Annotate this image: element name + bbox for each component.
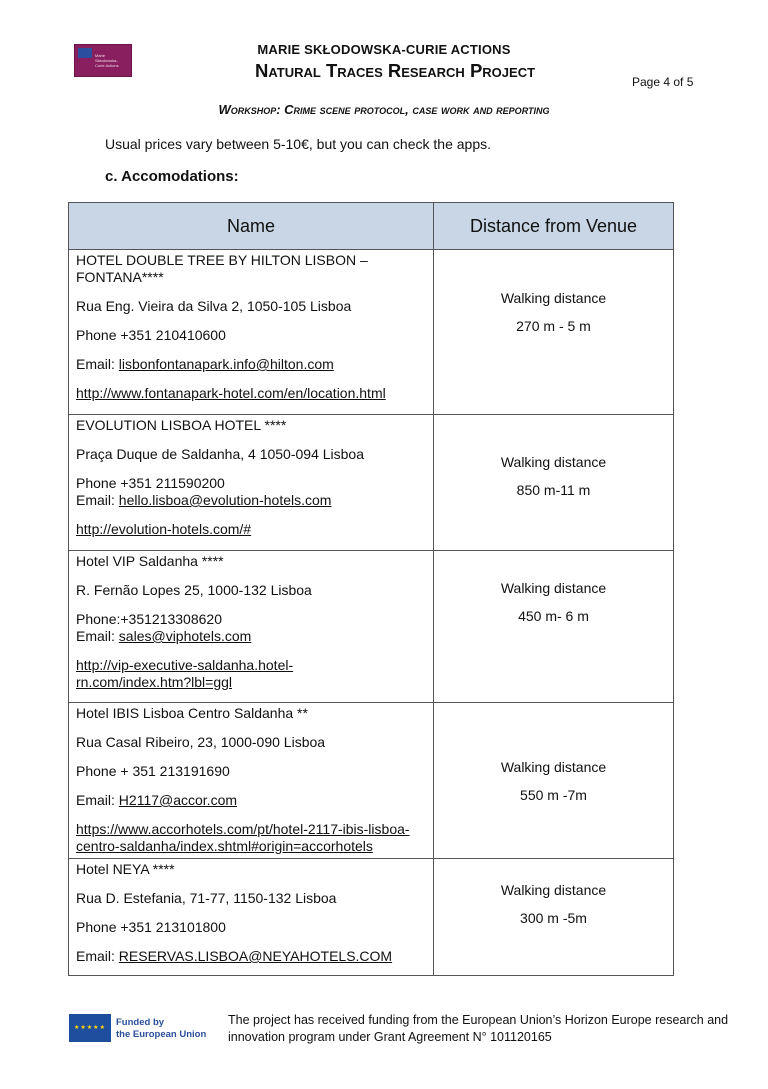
- distance-cell: [434, 415, 674, 551]
- hotel-website-link[interactable]: http://vip-executive-saldanha.hotel-: [76, 657, 294, 673]
- hotel-name: Hotel VIP Saldanha ****: [76, 553, 224, 569]
- hotel-website-link[interactable]: http://evolution-hotels.com/#: [76, 521, 252, 537]
- org-title: MARIE SKŁODOWSKA-CURIE ACTIONS: [257, 42, 511, 57]
- distance-time: 300 m -5m: [520, 910, 587, 926]
- header-distance: Distance from Venue: [434, 203, 674, 250]
- distance-cell: [434, 703, 674, 859]
- distance-time: 850 m-11 m: [516, 481, 591, 498]
- hotel-address: Rua D. Estefania, 71-77, 1150-132 Lisboa: [76, 890, 337, 906]
- hotel-name: HOTEL DOUBLE TREE BY HILTON LISBON –: [76, 252, 368, 268]
- hotel-email-link[interactable]: RESERVAS.LISBOA@NEYAHOTELS.COM: [118, 948, 393, 964]
- intro-text: Usual prices vary between 5-10€, but you can check the apps.: [105, 136, 491, 152]
- distance-label: Walking distance: [500, 453, 607, 470]
- distance-cell: [434, 250, 674, 415]
- table-row: [69, 703, 674, 859]
- distance-time: 550 m -7m: [520, 786, 587, 803]
- table-row: [69, 859, 674, 976]
- distance-label: Walking distance: [500, 290, 607, 306]
- hotel-website-link[interactable]: https://www.accorhotels.com/pt/hotel-2117-ibis-lisboa-: [76, 821, 410, 837]
- hotel-name-cont: FONTANA****: [76, 269, 164, 285]
- distance-time: 270 m - 5 m: [516, 318, 591, 334]
- hotel-cell: [69, 250, 434, 415]
- accommodation-table: [68, 202, 674, 976]
- hotel-phone: Phone:+351213308620: [76, 611, 222, 627]
- hotel-phone: Phone +351 211590200: [76, 475, 225, 491]
- hotel-phone: Phone +351 210410600: [76, 327, 226, 343]
- table-row: [69, 551, 674, 703]
- hotel-email-link[interactable]: hello.lisboa@evolution-hotels.com: [118, 492, 332, 508]
- table-header-row: [69, 203, 674, 250]
- hotel-phone: Phone + 351 213191690: [76, 763, 230, 779]
- hotel-name: EVOLUTION LISBOA HOTEL ****: [76, 417, 287, 433]
- hotel-email-link[interactable]: sales@viphotels.com: [118, 628, 252, 644]
- email-label: Email:: [76, 792, 119, 808]
- hotel-email-link[interactable]: H2117@accor.com: [118, 792, 238, 808]
- page-number: Page 4 of 5: [632, 75, 694, 89]
- hotel-phone: Phone +351 213101800: [76, 919, 226, 935]
- email-label: Email:: [76, 948, 119, 964]
- hotel-cell: [69, 859, 434, 976]
- distance-label: Walking distance: [500, 579, 607, 596]
- distance-label: Walking distance: [500, 882, 607, 898]
- hotel-address: Rua Eng. Vieira da Silva 2, 1050-105 Lisboa: [76, 298, 352, 314]
- hotel-cell: [69, 415, 434, 551]
- hotel-email-link[interactable]: lisbonfontanapark.info@hilton.com: [118, 356, 334, 372]
- hotel-cell: [69, 551, 434, 703]
- table-row: [69, 415, 674, 551]
- hotel-address: R. Fernão Lopes 25, 1000-132 Lisboa: [76, 582, 312, 598]
- eu-flag-icon: [69, 1014, 111, 1042]
- hotel-address: Praça Duque de Saldanha, 4 1050-094 Lisboa: [76, 446, 364, 462]
- distance-label: Walking distance: [500, 758, 607, 775]
- funded-line-1: Funded by: [116, 1017, 165, 1028]
- funded-by-eu: [116, 1017, 206, 1041]
- logo-text: Marie Skłodowska-Curie Actions: [95, 53, 119, 68]
- email-label: Email:: [76, 492, 119, 508]
- funded-line-2: the European Union: [116, 1029, 207, 1040]
- header-name: Name: [69, 203, 434, 250]
- section-title: c. Accomodations:: [105, 168, 239, 185]
- table-row: [69, 250, 674, 415]
- hotel-cell: [69, 703, 434, 859]
- eu-stars-icon: ★★★★★: [74, 1025, 106, 1031]
- hotel-website-link-cont[interactable]: rn.com/index.htm?lbl=ggl: [76, 674, 233, 690]
- distance-cell: [434, 859, 674, 976]
- email-label: Email:: [76, 356, 119, 372]
- project-title: Natural Traces Research Project: [254, 60, 536, 81]
- funding-note: The project has received funding from the European Union’s Horizon Europe research and innovation program under Grant Agreement N° 101120165: [228, 1013, 729, 1044]
- hotel-website-link-cont[interactable]: centro-saldanha/index.shtml#origin=accorhotels: [76, 838, 373, 854]
- distance-cell: [434, 551, 674, 703]
- email-label: Email:: [76, 628, 119, 644]
- hotel-address: Rua Casal Ribeiro, 23, 1000-090 Lisboa: [76, 734, 326, 750]
- hotel-website-link[interactable]: http://www.fontanapark-hotel.com/en/location.html: [76, 385, 386, 401]
- workshop-title: Workshop: Crime scene protocol, case work and reporting: [218, 102, 550, 117]
- hotel-name: Hotel IBIS Lisboa Centro Saldanha **: [76, 705, 308, 721]
- hotel-name: Hotel NEYA ****: [76, 861, 175, 877]
- distance-time: 450 m- 6 m: [518, 607, 589, 624]
